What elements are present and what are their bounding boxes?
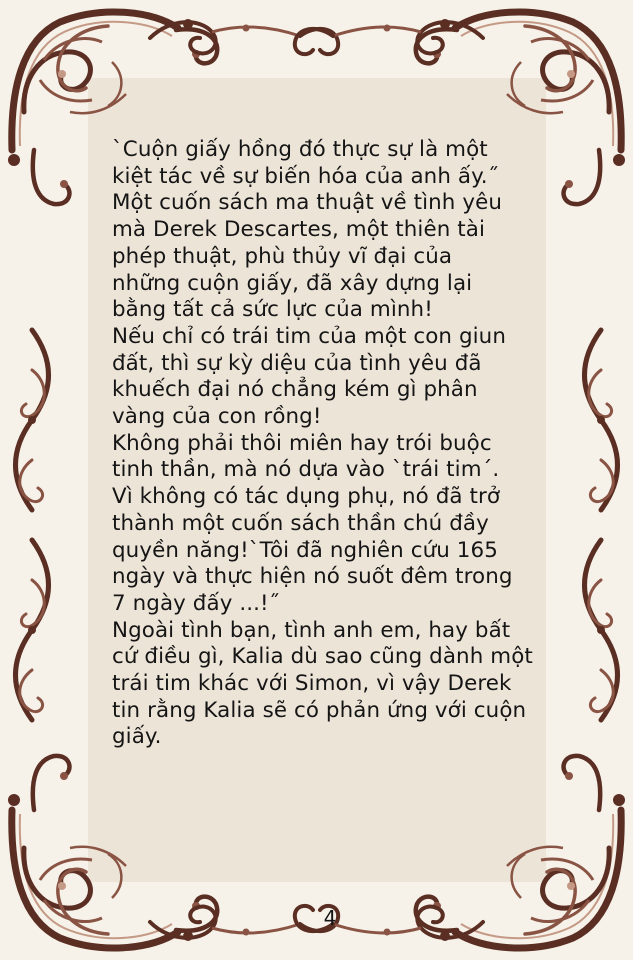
text-line: thành một cuốn sách thần chú đầy <box>112 510 489 536</box>
text-line: giấy. <box>112 724 162 750</box>
text-line: Nếu chỉ có trái tim của một con giun <box>112 323 506 349</box>
text-line: cứ điều gì, Kalia dù sao cũng dành một <box>112 644 533 670</box>
text-line: khuếch đại nó chẳng kém gì phân <box>112 377 478 403</box>
text-line: bằng tất cả sức lực của mình! <box>112 297 433 323</box>
text-line: Không phải thôi miên hay trói buộc <box>112 430 492 456</box>
text-line: Một cuốn sách ma thuật về tình yêu <box>112 190 503 216</box>
left-edge-flourish-upper <box>16 330 49 510</box>
page-number: 4 <box>323 906 337 930</box>
text-line: tinh thần, mà nó dựa vào `trái tim´. <box>112 457 500 483</box>
left-edge-flourish-lower <box>16 540 49 720</box>
text-line: Vì không có tác dụng phụ, nó đã trở <box>112 484 501 510</box>
text-line: đất, thì sự kỳ diệu của tình yêu đã <box>112 350 482 376</box>
text-line: Ngoài tình bạn, tình anh em, hay bất <box>112 617 511 643</box>
text-line: quyền năng!`Tôi đã nghiên cứu 165 <box>112 537 498 563</box>
right-edge-flourish-lower <box>585 540 618 720</box>
text-line: mà Derek Descartes, một thiên tài <box>112 217 486 243</box>
text-line: ngày và thực hiện nó suốt đêm trong <box>112 564 513 590</box>
story-text <box>112 137 552 751</box>
text-line: kiệt tác về sự biến hóa của anh ấy.˝ <box>112 163 499 189</box>
text-line: phép thuật, phù thủy vĩ đại của <box>112 243 453 269</box>
text-line: `Cuộn giấy hồng đó thực sự là một <box>112 137 488 162</box>
corner-ornament-bottom-right <box>416 756 625 948</box>
right-edge-flourish-upper <box>585 330 618 510</box>
text-line: những cuộn giấy, đã xây dựng lại <box>112 270 473 296</box>
corner-ornament-bottom-left <box>8 756 217 948</box>
text-line: tin rằng Kalia sẽ có phản ứng với cuộn <box>112 697 527 723</box>
text-line: vàng của con rồng! <box>112 404 322 430</box>
text-line: 7 ngày đấy ...!˝ <box>112 590 280 616</box>
text-line: trái tim khác với Simon, vì vậy Derek <box>112 671 512 697</box>
